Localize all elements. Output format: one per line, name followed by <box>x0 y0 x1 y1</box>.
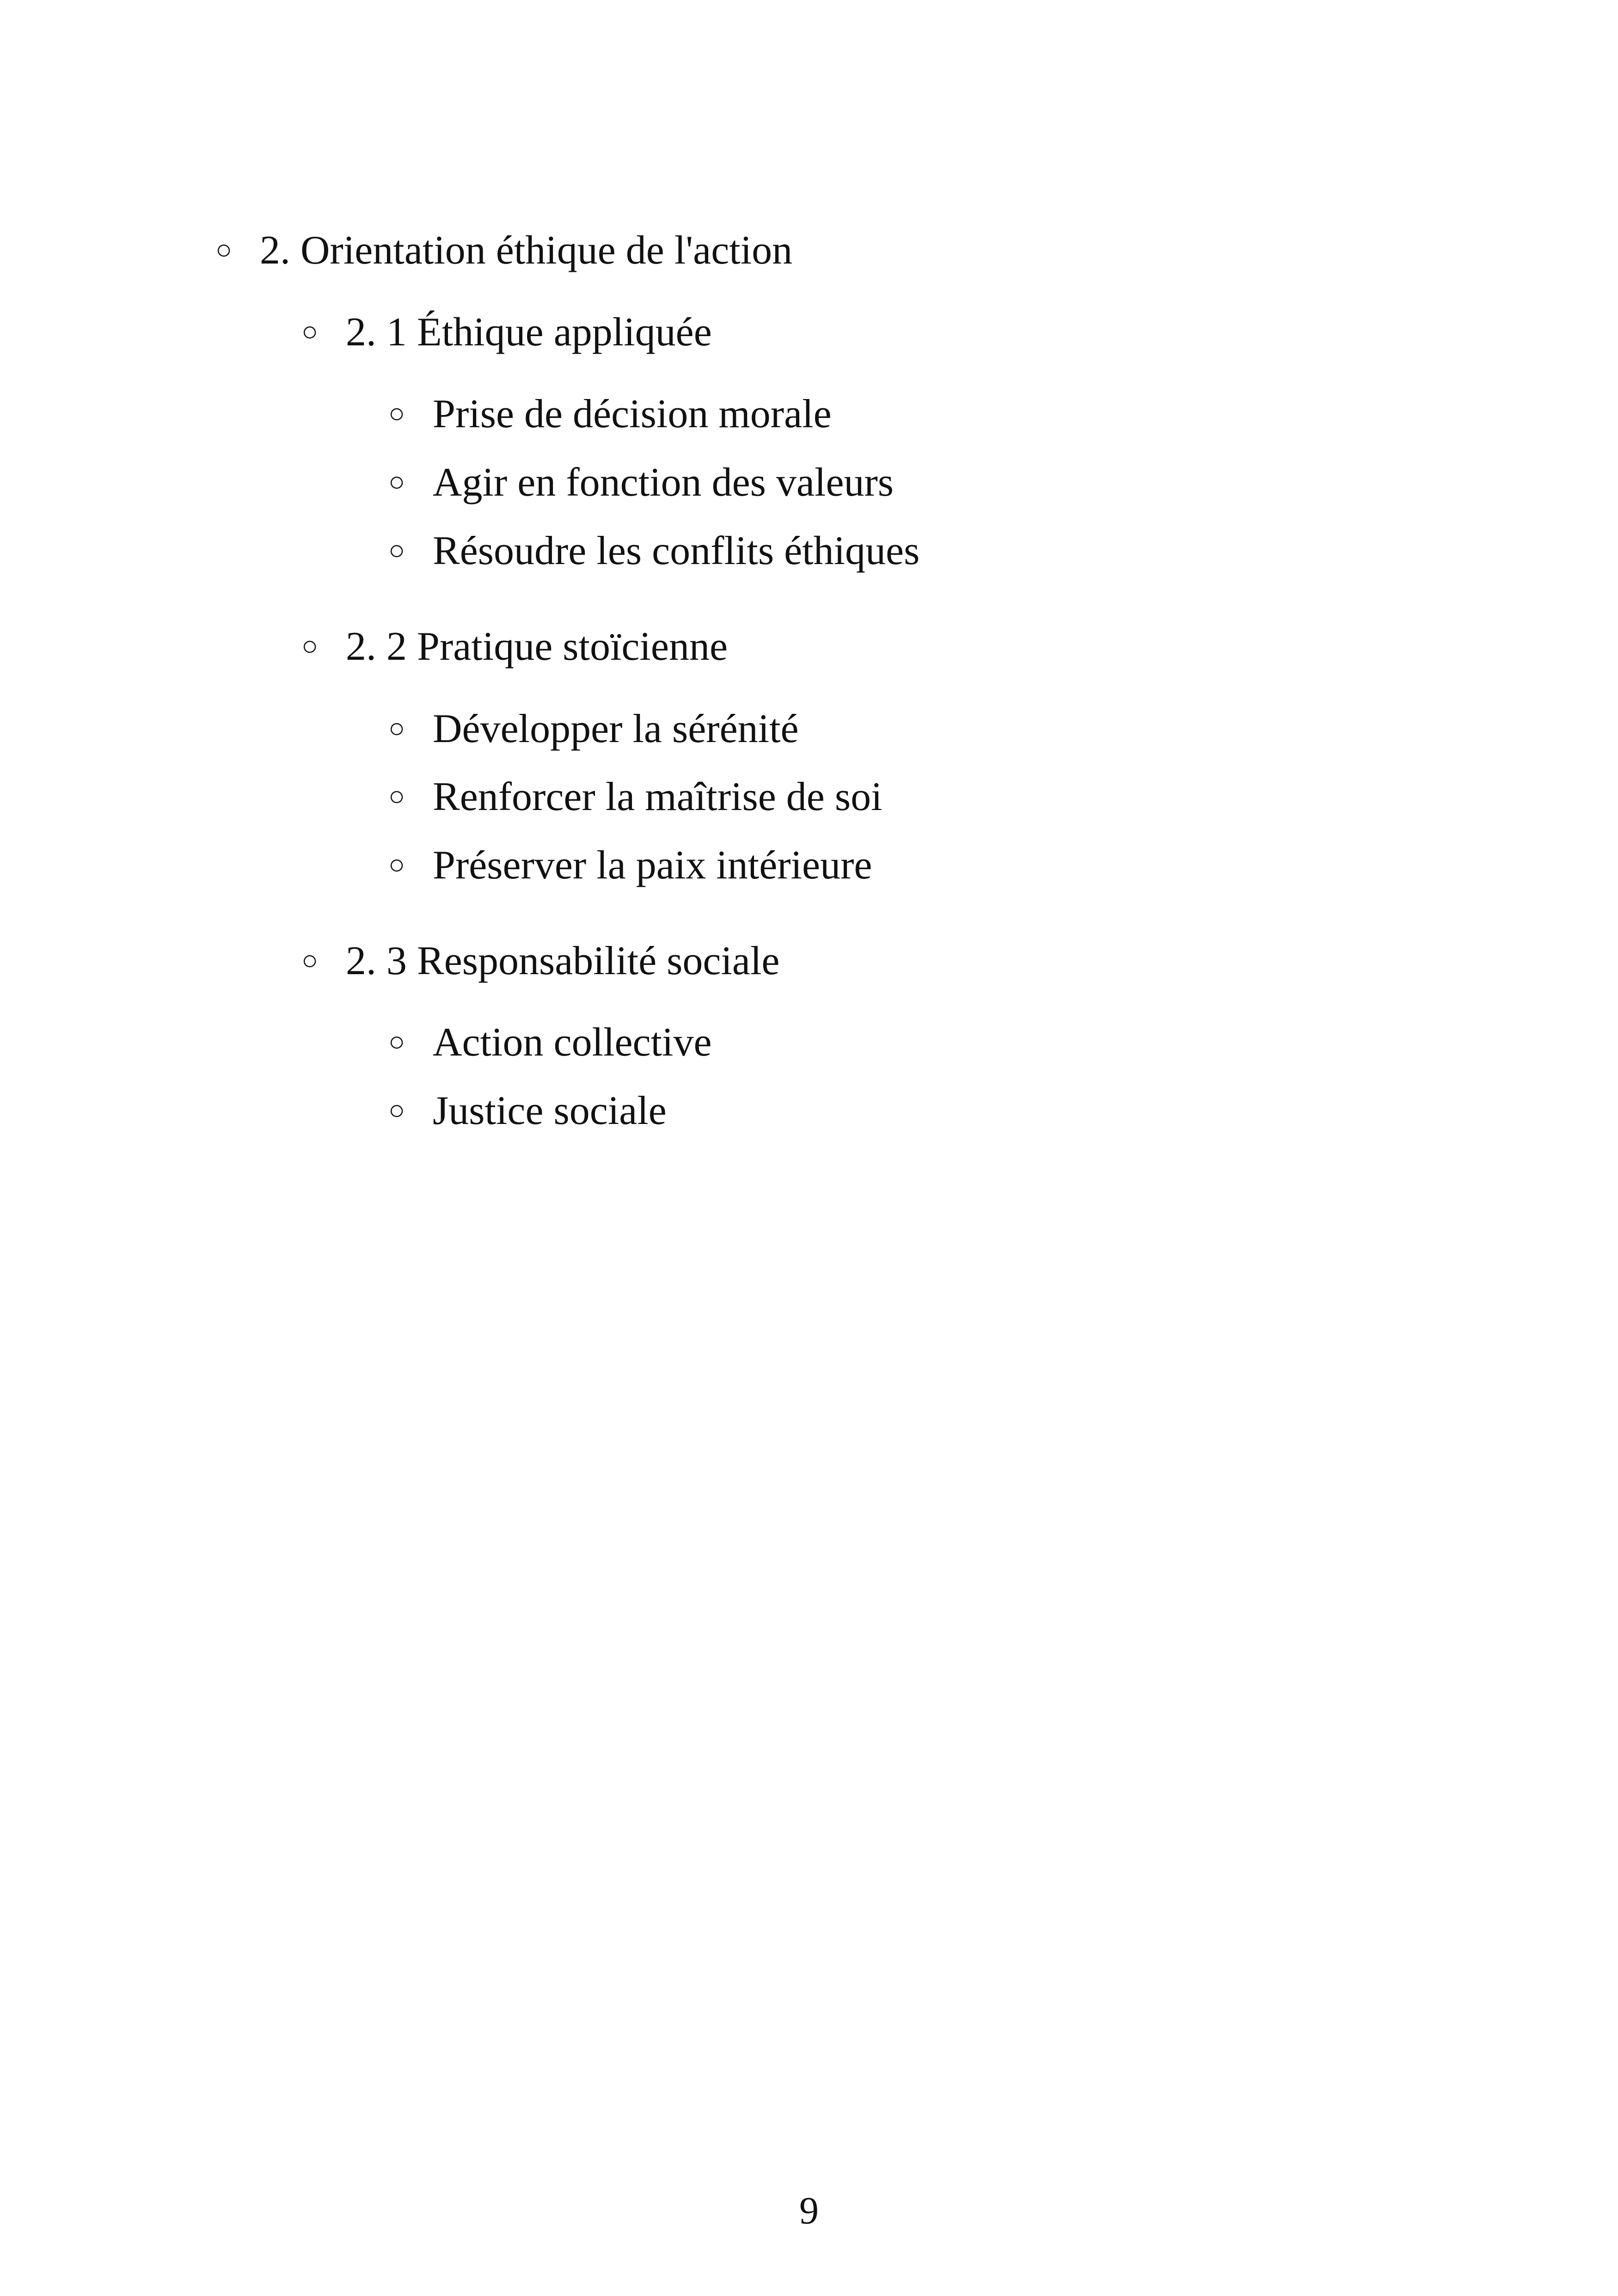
list-item-text: Renforcer la maîtrise de soi <box>433 774 883 819</box>
list-item <box>388 774 883 819</box>
list-item <box>388 1088 667 1133</box>
list-item <box>388 462 894 503</box>
circle-bullet-icon: ○ <box>388 1026 405 1057</box>
list-item-text: Préserver la paix intérieure <box>433 843 872 888</box>
section-title-text: 2. 3 Responsabilité sociale <box>346 939 780 983</box>
list-item-text: Développer la sérénité <box>433 706 799 751</box>
list-item <box>388 394 832 435</box>
section-title <box>301 626 728 667</box>
circle-bullet-icon: ○ <box>301 316 319 347</box>
section-title <box>301 941 779 982</box>
circle-bullet-icon: ○ <box>388 398 405 429</box>
list-item-text: Justice sociale <box>433 1088 667 1133</box>
circle-bullet-icon: ○ <box>388 781 405 811</box>
circle-bullet-icon: ○ <box>388 713 405 743</box>
section-title <box>301 312 712 353</box>
list-item <box>388 1022 712 1063</box>
outline-heading <box>215 230 792 271</box>
circle-bullet-icon: ○ <box>301 631 319 661</box>
circle-bullet-icon: ○ <box>388 467 405 497</box>
section-title-text: 2. 1 Éthique appliquée <box>346 310 712 355</box>
circle-bullet-icon: ○ <box>301 945 319 976</box>
section-title-text: 2. 2 Pratique stoïcienne <box>346 624 728 669</box>
list-item <box>388 845 872 886</box>
outline-heading-text: 2. Orientation éthique de l'action <box>260 228 793 273</box>
circle-bullet-icon: ○ <box>388 1095 405 1125</box>
list-item-text: Prise de décision morale <box>433 392 832 436</box>
list-item-text: Action collective <box>433 1020 712 1065</box>
circle-bullet-icon: ○ <box>388 849 405 880</box>
circle-bullet-icon: ○ <box>215 234 233 265</box>
list-item <box>388 528 920 573</box>
list-item-text: Résoudre les conflits éthiques <box>433 528 920 573</box>
list-item <box>388 706 799 751</box>
list-item-text: Agir en fonction des valeurs <box>433 460 894 505</box>
page-number: 9 <box>799 2189 819 2232</box>
circle-bullet-icon: ○ <box>388 535 405 565</box>
